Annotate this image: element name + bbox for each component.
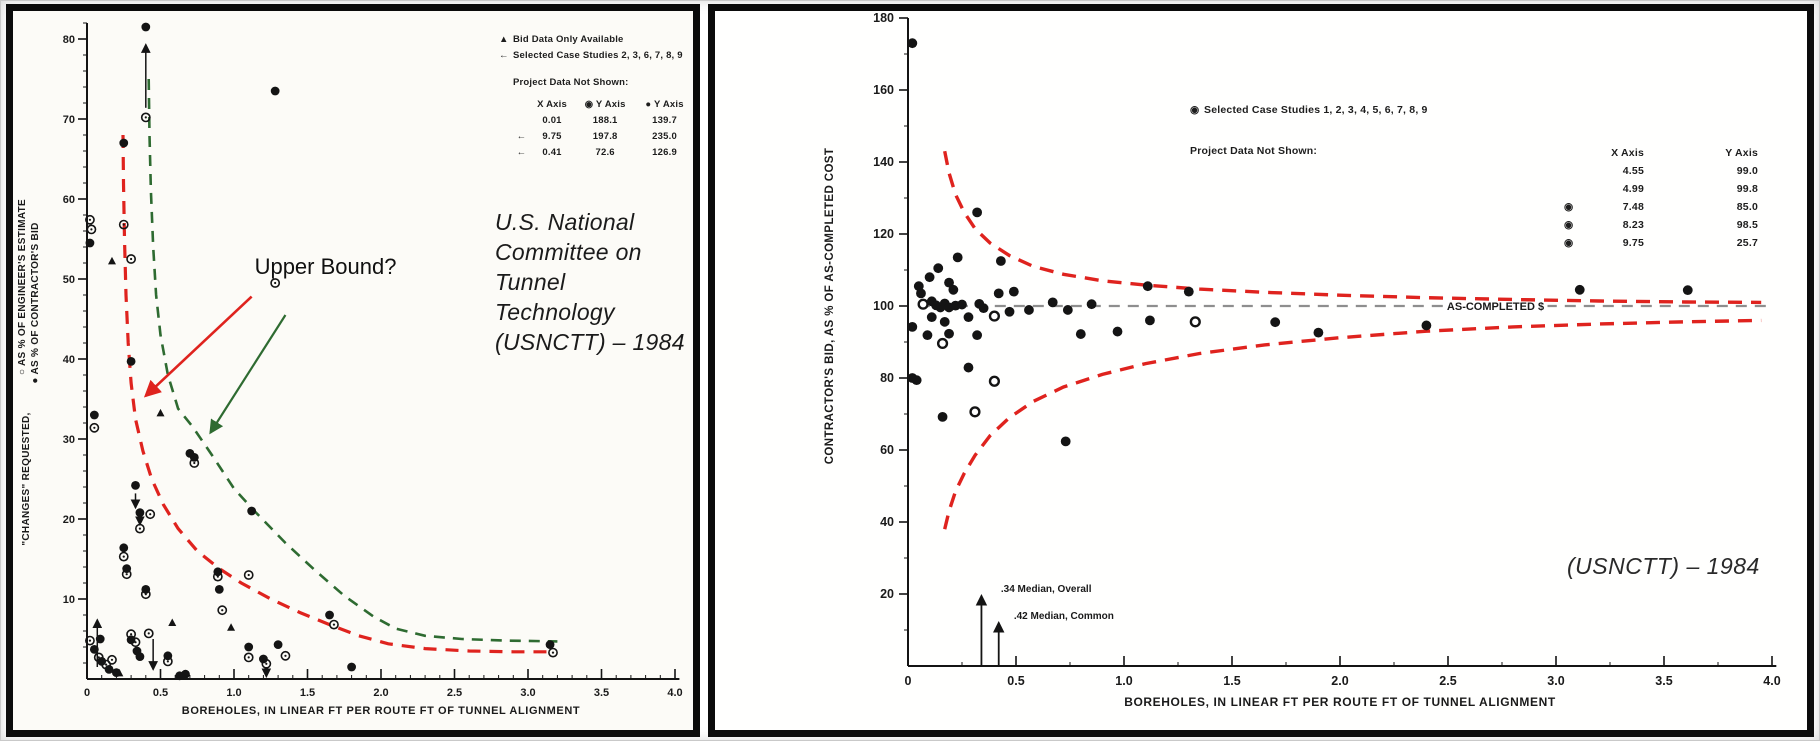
data-point-filled <box>1113 327 1123 337</box>
legend-marker-icon: ▲ <box>499 34 509 45</box>
y-axis-title-part: ○ AS % OF ENGINEER'S ESTIMATE <box>17 198 28 376</box>
data-point-filled <box>944 329 954 339</box>
data-point-open-dot <box>274 282 276 284</box>
x-tick-label: 2.5 <box>1439 674 1457 688</box>
data-point-open-dot <box>148 632 150 634</box>
data-point-filled <box>1270 317 1280 327</box>
data-point-filled <box>964 312 974 322</box>
x-tick-label: 2.5 <box>446 687 463 699</box>
data-point-filled <box>141 585 150 594</box>
x-tick-label: 4.0 <box>1763 674 1781 688</box>
project-data-cell: 72.6 <box>595 147 615 158</box>
data-point-ring <box>990 312 999 321</box>
project-data-table <box>1562 144 1760 252</box>
project-data-row <box>1562 180 1760 198</box>
x-tick-label: 0.5 <box>1007 674 1025 688</box>
legend-item <box>499 49 693 63</box>
project-data-cell: 188.1 <box>592 115 618 126</box>
data-point-filled <box>1184 287 1194 297</box>
data-point-filled <box>953 253 963 263</box>
project-data-header <box>1562 144 1582 162</box>
x-tick-label: 0 <box>83 687 91 699</box>
row-marker-icon <box>513 113 530 129</box>
data-point-triangle <box>157 409 165 417</box>
data-point-filled <box>244 643 253 652</box>
row-marker-icon <box>1562 180 1582 198</box>
data-point-filled <box>213 567 222 576</box>
row-marker-icon: ◉ <box>1564 200 1574 213</box>
data-point-open-dot <box>90 228 92 230</box>
upper-bound-annotation: Upper Bound? <box>254 254 397 280</box>
data-point-filled <box>1087 299 1097 309</box>
legend-marker-icon: ◉ <box>1190 104 1200 116</box>
data-point-filled <box>141 23 150 32</box>
row-marker-icon <box>1562 162 1582 180</box>
x-axis-title: BOREHOLES, IN LINEAR FT PER ROUTE FT OF TUNNEL ALIGNMENT <box>1124 695 1556 709</box>
data-point-filled <box>259 655 268 664</box>
data-point-filled <box>131 481 140 490</box>
usnctt-1984-label: (USNCTT) – 1984 <box>1567 553 1760 579</box>
data-point-filled <box>972 330 982 340</box>
y-tick-label: 120 <box>873 227 894 241</box>
data-point-filled <box>136 508 145 517</box>
y-tick-label: 50 <box>62 274 75 286</box>
x-tick-label: 2.0 <box>1331 674 1349 688</box>
data-point-triangle <box>108 257 116 265</box>
data-point-filled <box>933 263 943 273</box>
data-point-filled <box>948 285 958 295</box>
row-marker-icon: ◉ <box>1564 218 1574 231</box>
x-tick-label: 1.5 <box>1223 674 1241 688</box>
y-tick-label: 20 <box>880 587 894 601</box>
project-data-cell: 197.8 <box>592 131 618 142</box>
data-point-triangle <box>168 619 176 627</box>
data-point-open-dot <box>111 659 113 661</box>
data-point-filled <box>347 663 356 672</box>
x-tick-label: 1.5 <box>299 687 316 699</box>
data-point-open-dot <box>123 556 125 558</box>
data-point-filled <box>927 312 937 322</box>
data-point-filled <box>122 564 131 573</box>
row-marker-icon: ← <box>516 147 527 158</box>
data-point-filled <box>907 322 917 332</box>
data-point-open-dot <box>139 528 141 530</box>
data-point-filled <box>1048 298 1058 308</box>
legend-item-label: Selected Case Studies 1, 2, 3, 4, 5, 6, 7, 8, 9 <box>1204 104 1428 116</box>
median-label: .42 Median, Common <box>1013 611 1114 623</box>
project-data-cell: 8.23 <box>1622 218 1644 231</box>
project-data-row <box>1562 162 1760 180</box>
x-tick-label: 0 <box>904 674 912 688</box>
data-point-open-dot <box>130 258 132 260</box>
data-point-filled <box>907 38 917 48</box>
data-point-filled <box>119 543 128 552</box>
data-point-filled <box>1143 281 1153 291</box>
data-point-filled <box>136 652 145 661</box>
left-chart-panel <box>6 4 700 737</box>
usnctt-title-line: Committee on <box>495 239 642 265</box>
project-data-cell: 99.8 <box>1736 182 1758 195</box>
data-point-filled <box>1063 305 1073 315</box>
x-tick-label: 1.0 <box>226 687 242 699</box>
project-data-cell: 98.5 <box>1736 218 1758 231</box>
lower-envelope-curve <box>945 320 1761 529</box>
x-tick-label: 0.5 <box>152 687 169 699</box>
project-data-cell: 235.0 <box>652 131 677 142</box>
data-point-filled <box>86 239 95 248</box>
usnctt-title-line: (USNCTT) – 1984 <box>495 329 685 355</box>
project-data-block <box>1190 144 1760 252</box>
green-upper-bound-curve <box>149 79 558 641</box>
project-data-cell: 99.0 <box>1736 164 1758 177</box>
usnctt-title-line: Technology <box>495 299 615 325</box>
y-axis-title-part: "CHANGES" REQUESTED, <box>21 412 32 546</box>
project-data-row <box>1562 198 1760 216</box>
y-tick-label: 100 <box>873 299 894 313</box>
red-upper-bound-curve <box>123 135 553 652</box>
y-tick-label: 80 <box>62 34 75 46</box>
data-point-filled <box>1024 305 1034 315</box>
data-point-open-dot <box>248 574 250 576</box>
right-chart-panel <box>708 4 1814 737</box>
project-data-cell: 7.48 <box>1622 200 1644 213</box>
data-point-filled <box>1314 328 1324 338</box>
project-data-row <box>1562 216 1760 234</box>
project-data-cell: 25.7 <box>1736 236 1758 249</box>
project-data-cell: 0.41 <box>542 147 562 158</box>
data-point-filled <box>97 657 106 666</box>
project-data-cell: 9.75 <box>542 131 562 142</box>
data-point-filled <box>1145 316 1155 326</box>
right-chart-legend <box>1190 103 1760 252</box>
project-data-header: Y Axis <box>1725 146 1758 159</box>
left-chart-legend <box>499 33 693 161</box>
data-point-filled <box>1076 329 1086 339</box>
row-marker-icon: ◉ <box>1564 236 1574 249</box>
data-point-open-dot <box>89 219 91 221</box>
project-data-title: Project Data Not Shown: <box>1190 145 1318 157</box>
data-point-filled <box>912 375 922 385</box>
data-point-filled <box>163 651 172 660</box>
data-point-filled <box>979 303 989 313</box>
project-data-cell: 9.75 <box>1622 236 1644 249</box>
row-marker-icon: ← <box>516 131 527 142</box>
data-point-filled <box>957 300 967 310</box>
data-point-open-dot <box>145 116 147 118</box>
usnctt-title-line: U.S. National <box>495 209 635 235</box>
median-label: .34 Median, Overall <box>1000 584 1092 596</box>
data-point-open-dot <box>265 663 267 665</box>
data-point-filled <box>1009 287 1019 297</box>
data-point-filled <box>546 640 555 649</box>
y-axis-title-part: ● AS % OF CONTRACTOR'S BID <box>30 222 41 384</box>
x-tick-label: 3.0 <box>1547 674 1565 688</box>
y-tick-label: 30 <box>62 434 75 446</box>
data-point-filled <box>964 363 974 373</box>
legend-marker-icon: ← <box>499 50 509 61</box>
data-point-ring <box>1191 317 1200 326</box>
project-data-cell: 4.55 <box>1622 164 1644 177</box>
x-axis-title: BOREHOLES, IN LINEAR FT PER ROUTE FT OF TUNNEL ALIGNMENT <box>181 705 581 717</box>
data-point-ring <box>938 339 947 348</box>
data-point-filled <box>119 139 128 148</box>
project-data-cell: 0.01 <box>542 115 562 126</box>
data-point-filled <box>1683 285 1693 295</box>
data-point-filled <box>1422 321 1432 331</box>
data-point-ring <box>990 377 999 386</box>
project-data-header: X Axis <box>1611 146 1644 159</box>
usnctt-title-block <box>495 207 695 357</box>
data-point-filled <box>96 635 105 644</box>
x-tick-label: 2.0 <box>373 687 389 699</box>
y-tick-label: 140 <box>873 155 894 169</box>
data-point-filled <box>274 640 283 649</box>
project-data-header: ◉ Y Axis <box>584 99 626 110</box>
x-tick-label: 3.5 <box>1655 674 1673 688</box>
data-point-open-dot <box>193 462 195 464</box>
data-point-filled <box>325 611 334 620</box>
project-data-header: ● Y Axis <box>645 99 684 110</box>
data-point-filled <box>90 645 99 654</box>
x-tick-label: 3.0 <box>520 687 536 699</box>
data-point-filled <box>923 330 933 340</box>
data-point-open-dot <box>123 224 125 226</box>
data-point-filled <box>925 272 935 282</box>
project-data-cell: 85.0 <box>1736 200 1758 213</box>
data-point-filled <box>175 671 184 680</box>
data-point-open-dot <box>89 640 91 642</box>
data-point-filled <box>215 585 224 594</box>
data-point-filled <box>271 87 280 96</box>
data-point-filled <box>940 317 950 327</box>
data-point-filled <box>247 507 256 516</box>
y-axis-title: CONTRACTOR'S BID, AS % OF AS-COMPLETED COST <box>824 147 836 465</box>
data-point-open-dot <box>149 513 151 515</box>
project-data-header: X Axis <box>537 99 567 110</box>
data-point-filled <box>90 411 99 420</box>
data-point-filled <box>190 453 199 462</box>
y-tick-label: 20 <box>62 514 75 526</box>
data-point-open-dot <box>248 656 250 658</box>
project-data-header <box>513 97 530 113</box>
as-completed-label: AS-COMPLETED $ <box>1446 301 1545 313</box>
data-point-filled <box>127 357 136 366</box>
data-point-open-dot <box>284 655 286 657</box>
data-point-filled <box>1005 307 1015 317</box>
data-point-filled <box>996 256 1006 266</box>
upper-bound-arrow <box>210 315 285 433</box>
data-point-filled <box>972 208 982 218</box>
data-point-triangle <box>227 623 235 631</box>
x-tick-label: 4.0 <box>667 687 683 699</box>
y-tick-label: 160 <box>873 83 894 97</box>
y-tick-label: 10 <box>62 594 75 606</box>
legend-item-label: Bid Data Only Available <box>513 34 624 45</box>
data-point-open-dot <box>126 573 128 575</box>
y-tick-label: 40 <box>880 515 894 529</box>
data-point-filled <box>1575 285 1585 295</box>
data-point-filled <box>938 412 948 422</box>
project-data-row <box>513 129 693 145</box>
project-data-row <box>513 113 693 129</box>
project-data-row <box>1562 234 1760 252</box>
data-point-open-dot <box>130 633 132 635</box>
data-point-open-dot <box>167 660 169 662</box>
y-tick-label: 60 <box>62 194 75 206</box>
data-point-filled <box>916 289 926 299</box>
data-point-open-dot <box>221 609 223 611</box>
data-point-filled <box>994 289 1004 299</box>
data-point-filled <box>127 635 136 644</box>
y-tick-label: 80 <box>880 371 894 385</box>
data-point-ring <box>919 300 928 309</box>
usnctt-title-line: Tunnel <box>495 269 566 295</box>
project-data-cell: 139.7 <box>652 115 677 126</box>
y-tick-label: 60 <box>880 443 894 457</box>
data-point-filled <box>1061 436 1071 446</box>
project-data-cell: 126.9 <box>652 147 677 158</box>
data-point-ring <box>971 407 980 416</box>
project-data-cell: 4.99 <box>1622 182 1644 195</box>
legend-item <box>499 33 693 47</box>
x-tick-label: 3.5 <box>593 687 610 699</box>
x-tick-label: 1.0 <box>1115 674 1133 688</box>
project-data-title: Project Data Not Shown: <box>513 77 629 88</box>
project-data-table <box>513 97 693 161</box>
y-tick-label: 40 <box>62 354 75 366</box>
data-point-open-dot <box>93 427 95 429</box>
legend-item <box>1190 103 1760 118</box>
legend-item-label: Selected Case Studies 2, 3, 6, 7, 8, 9 <box>513 50 683 61</box>
y-tick-label: 180 <box>873 11 894 25</box>
data-point-open-dot <box>333 624 335 626</box>
project-data-row <box>513 145 693 161</box>
y-tick-label: 70 <box>62 114 75 126</box>
data-point-open-dot <box>552 652 554 654</box>
